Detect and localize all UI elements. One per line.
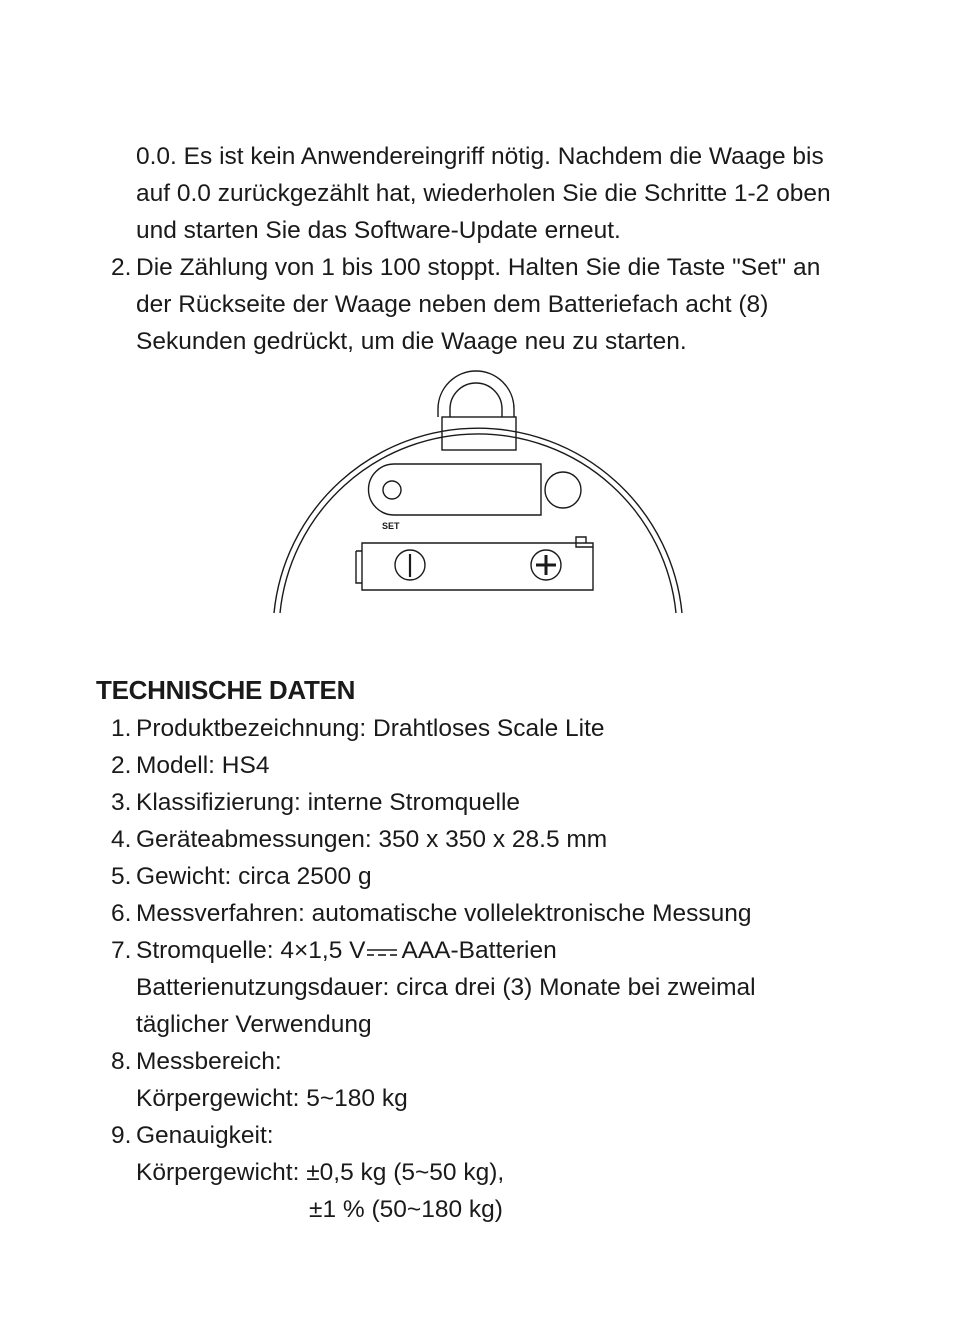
list-number: 3.: [111, 789, 132, 816]
spec-line: Körpergewicht: 5~180 kg: [136, 1085, 408, 1112]
list-item-line: Die Zählung von 1 bis 100 stoppt. Halten Sie die Taste "Set" an: [136, 254, 821, 281]
list-item-line: Sekunden gedrückt, um die Waage neu zu starten.: [136, 328, 687, 355]
spec-line-power: [136, 932, 557, 969]
spec-line: Körpergewicht: ±0,5 kg (5~50 kg),: [136, 1159, 505, 1186]
power-suffix: AAA-Batterien: [401, 937, 557, 964]
spec-line: Messverfahren: automatische vollelektronische Messung: [136, 900, 752, 927]
intro-line: 0.0. Es ist kein Anwendereingriff nötig. Nachdem die Waage bis: [136, 143, 824, 170]
spec-line: Messbereich:: [136, 1048, 282, 1075]
spec-line: Modell: HS4: [136, 752, 270, 779]
intro-line: auf 0.0 zurückgezählt hat, wiederholen Sie die Schritte 1-2 oben: [136, 180, 831, 207]
list-number: 2.: [111, 752, 132, 779]
list-number: 7.: [111, 937, 132, 964]
scale-back-diagram-icon: [260, 365, 696, 620]
list-number: 8.: [111, 1048, 132, 1075]
list-number: 5.: [111, 863, 132, 890]
list-number: 6.: [111, 900, 132, 927]
section-heading: TECHNISCHE DATEN: [96, 675, 356, 705]
list-item-line: der Rückseite der Waage neben dem Batteriefach acht (8): [136, 291, 769, 318]
list-number: 1.: [111, 715, 132, 742]
spec-line: Batterienutzungsdauer: circa drei (3) Monate bei zweimal: [136, 974, 756, 1001]
spec-line: ±1 % (50~180 kg): [309, 1196, 503, 1223]
list-number: 2.: [111, 254, 132, 281]
set-label: SET: [382, 521, 400, 531]
list-number: 9.: [111, 1122, 132, 1149]
intro-line: und starten Sie das Software-Update erneut.: [136, 217, 621, 244]
power-prefix: Stromquelle: 4×1,5 V: [136, 937, 366, 964]
dc-current-icon: [367, 945, 397, 959]
spec-line: täglicher Verwendung: [136, 1011, 372, 1038]
spec-line: Geräteabmessungen: 350 x 350 x 28.5 mm: [136, 826, 608, 853]
spec-line: Produktbezeichnung: Drahtloses Scale Lite: [136, 715, 605, 742]
spec-line: Gewicht: circa 2500 g: [136, 863, 372, 890]
spec-line: Genauigkeit:: [136, 1122, 274, 1149]
spec-line: Klassifizierung: interne Stromquelle: [136, 789, 521, 816]
list-number: 4.: [111, 826, 132, 853]
